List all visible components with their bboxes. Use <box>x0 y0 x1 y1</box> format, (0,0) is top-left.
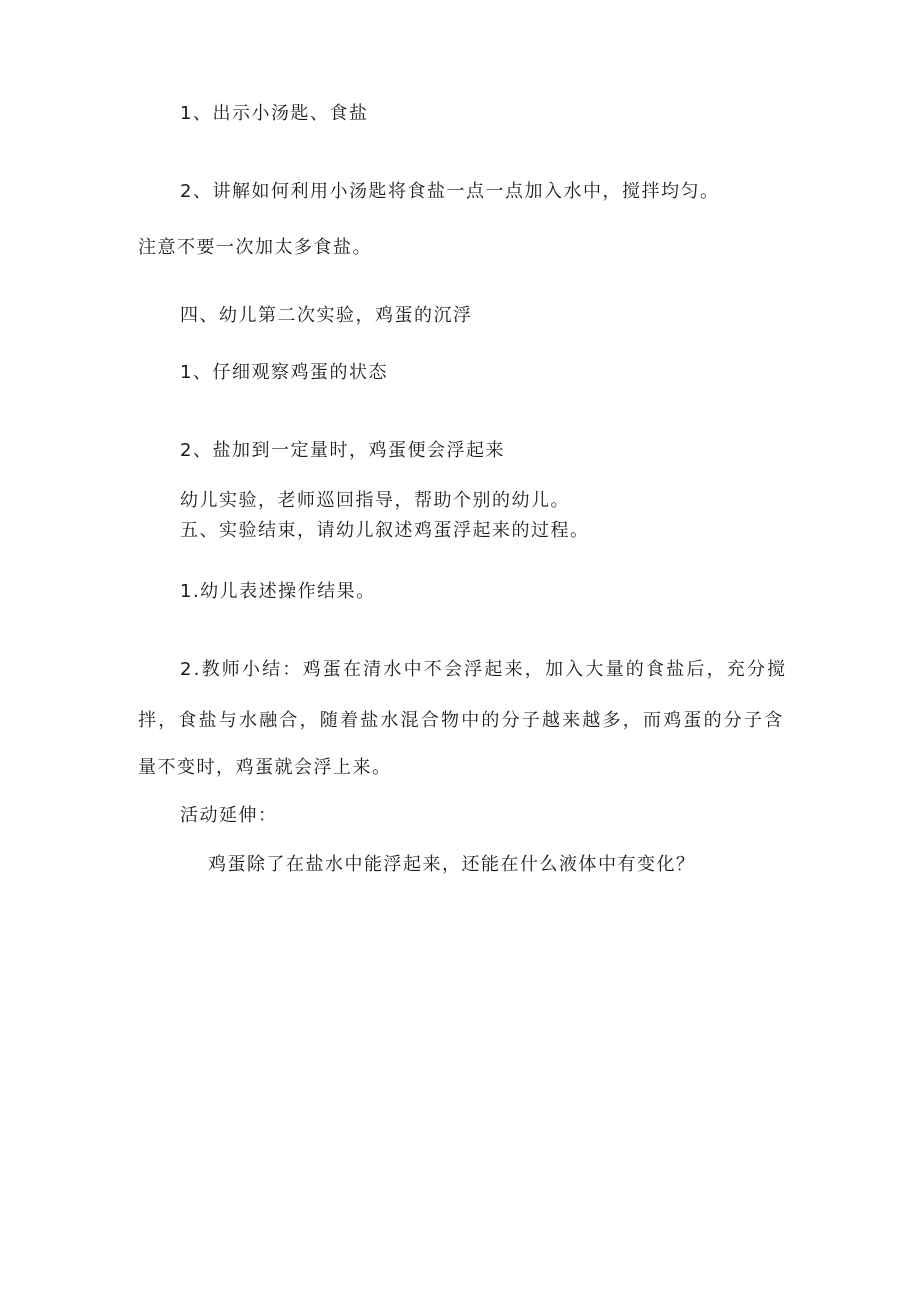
step-show-spoon-salt: 1、出示小汤匙、食盐 <box>180 103 369 124</box>
activity-extension-heading: 活动延伸： <box>180 805 278 826</box>
note-not-too-much-salt: 注意不要一次加太多食盐。 <box>138 237 372 258</box>
step-observe-egg: 1、仔细观察鸡蛋的状态 <box>180 362 388 383</box>
children-experiment: 幼儿实验，老师巡回指导，帮助个别的幼儿。 <box>180 490 570 511</box>
teacher-summary-line-2: 拌，食盐与水融合，随着盐水混合物中的分子越来越多，而鸡蛋的分子含 <box>138 710 785 731</box>
teacher-summary-line-3: 量不变时，鸡蛋就会浮上来。 <box>138 757 392 778</box>
activity-extension-question: 鸡蛋除了在盐水中能浮起来，还能在什么液体中有变化？ <box>208 854 696 875</box>
step-egg-floats: 2、盐加到一定量时，鸡蛋便会浮起来 <box>180 440 505 461</box>
step-children-describe: 1.幼儿表述操作结果。 <box>180 581 376 602</box>
step-explain-adding-salt: 2、讲解如何利用小汤匙将食盐一点一点加入水中，搅拌均匀。 <box>180 181 720 202</box>
section-four-heading: 四、幼儿第二次实验，鸡蛋的沉浮 <box>180 305 473 326</box>
teacher-summary-line-1: 2.教师小结：鸡蛋在清水中不会浮起来，加入大量的食盐后，充分搅 <box>180 659 788 680</box>
section-five-heading: 五、实验结束，请幼儿叙述鸡蛋浮起来的过程。 <box>180 520 590 541</box>
